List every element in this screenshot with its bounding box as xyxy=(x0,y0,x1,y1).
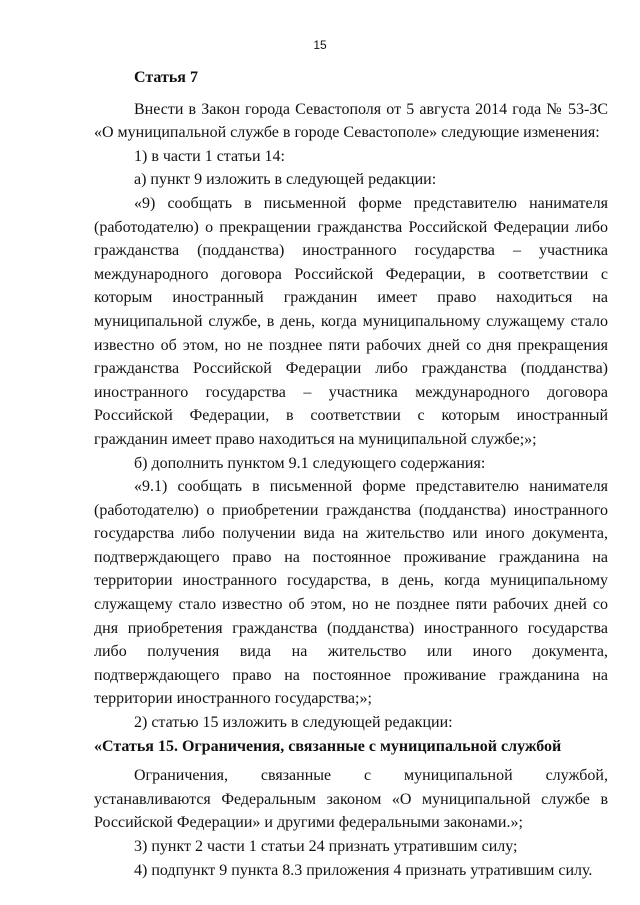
paragraph-part-3: 3) пункт 2 части 1 статьи 24 признать утратившим силу; xyxy=(134,838,518,855)
quoted-article-heading: «Статья 15. Ограничения, связанные с муниципальной службой xyxy=(94,737,562,755)
paragraph-intro: Внести в Закон города Севастополя от 5 августа 2014 года № 53-ЗС «О муниципальной службе в городе Севастополе» следующие изменения: xyxy=(94,100,608,142)
paragraph-part-2: 2) статью 15 изложить в следующей редакции: xyxy=(134,714,453,732)
article-heading: Статья 7 xyxy=(134,69,198,86)
paragraph-item-b: б) дополнить пунктом 9.1 следующего содержания: xyxy=(134,454,486,472)
paragraph-item-a: а) пункт 9 изложить в следующей редакции: xyxy=(134,171,437,189)
page-number: 15 xyxy=(313,38,327,52)
paragraph-item-9-1: «9.1) сообщать в письменной форме представителю нанимателя (работодателю) о приобретении гражданства (подданства) иностранного государства либо получении вида на жительство или иного документа, подтверждающего право на постоянное проживание гражданина на территории иностранного государства, в день, когда муниципальному служащему стало известно об этом, но не позднее пяти рабочих дней со дня приобретения гражданства (подданства) иностранного государства либо получения вида на жительство или иного документа, подтверждающего право на постоянное проживание гражданина на территории иностранного государства;»; xyxy=(94,478,608,708)
paragraph-item-9: «9) сообщать в письменной форме представителю нанимателя (работодателю) о прекращении гражданства Российской Федерации либо гражданства (подданства) иностранного государства – участника международного договора Российской Федерации, в соответствии с которым иностранный гражданин имеет право находиться на муниципальной службе, в день, когда муниципальному служащему стало известно об этом, но не позднее пяти рабочих дней со дня прекращения гражданства Российской Федерации либо гражданства (подданства) иностранного государства – участника международного договора Российской Федерации, в соответствии с которым иностранный гражданин имеет право находиться на муниципальной службе;»; xyxy=(94,194,608,448)
paragraph-part-1: 1) в части 1 статьи 14: xyxy=(134,147,285,165)
document-body xyxy=(94,66,608,882)
paragraph-part-4: 4) подпункт 9 пункта 8.3 приложения 4 признать утратившим силу. xyxy=(134,861,593,879)
paragraph-restrictions: Ограничения, связанные с муниципальной службой, устанавливаются Федеральным законом «О муниципальной службе в Российской Федерации» и другими федеральными законами.»; xyxy=(94,767,608,832)
